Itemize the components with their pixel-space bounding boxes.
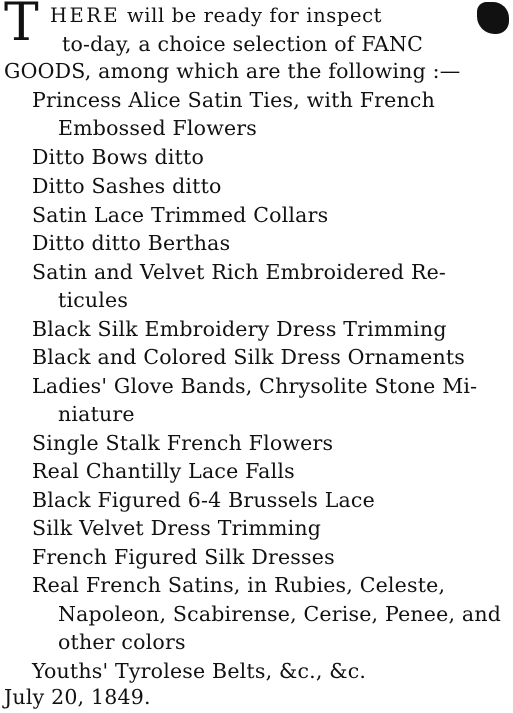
list-item: Black and Colored Silk Dress Ornaments — [32, 345, 466, 369]
list-item: ticules — [58, 288, 129, 312]
intro-caps: HERE — [50, 4, 121, 27]
list-item: Ditto ditto Berthas — [32, 231, 231, 255]
advert-date: July 20, 1849. — [4, 685, 151, 709]
list-item: Princess Alice Satin Ties, with French — [32, 88, 435, 112]
drop-cap: T — [4, 0, 39, 53]
list-item: Ditto Sashes ditto — [32, 174, 222, 198]
list-item: Black Silk Embroidery Dress Trimming — [32, 317, 447, 341]
list-item: Ladies' Glove Bands, Chrysolite Stone Mi- — [32, 374, 478, 398]
list-item: Satin Lace Trimmed Collars — [32, 203, 329, 227]
list-item: niature — [58, 402, 135, 426]
list-item: other colors — [58, 630, 186, 654]
list-item: Real Chantilly Lace Falls — [32, 459, 295, 483]
intro-rest: will be ready for inspect — [126, 4, 383, 27]
ink-blot — [477, 2, 509, 34]
list-item: Ditto Bows ditto — [32, 145, 205, 169]
list-item: Youths' Tyrolese Belts, &c., &c. — [32, 659, 367, 683]
list-item: Real French Satins, in Rubies, Celeste, — [32, 573, 446, 597]
list-item: Black Figured 6-4 Brussels Lace — [32, 488, 375, 512]
intro-line-3: GOODS, among which are the following :— — [4, 59, 461, 83]
list-item: Satin and Velvet Rich Embroidered Re- — [32, 260, 447, 284]
intro-line-2: to-day, a choice selection of FANC — [62, 32, 423, 56]
list-item: Napoleon, Scabirense, Cerise, Penee, and — [58, 602, 502, 626]
list-item: Embossed Flowers — [58, 116, 258, 140]
list-item: Single Stalk French Flowers — [32, 431, 334, 455]
list-item: Silk Velvet Dress Trimming — [32, 516, 322, 540]
intro-line-1 — [50, 2, 382, 30]
list-item: French Figured Silk Dresses — [32, 545, 335, 569]
